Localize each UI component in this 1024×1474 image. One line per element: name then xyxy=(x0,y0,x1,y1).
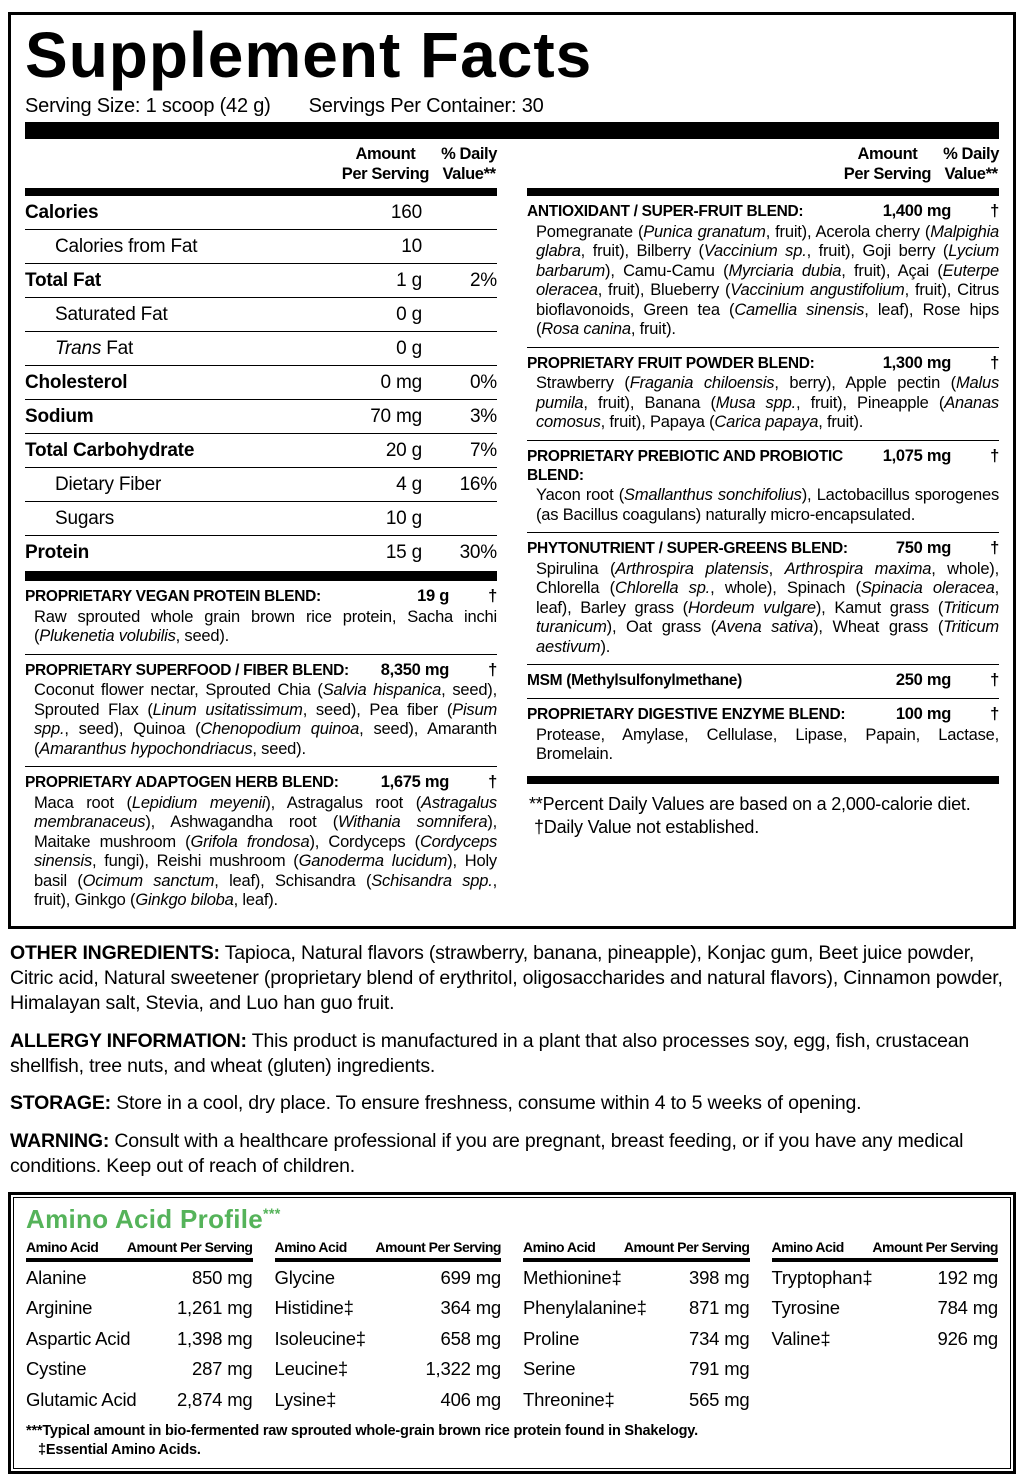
amino-acid-name: Serine xyxy=(523,1358,576,1380)
column-divider-bar xyxy=(527,188,999,196)
amino-acid-amount: 1,398 mg xyxy=(176,1327,253,1349)
panel-title: Supplement Facts xyxy=(25,19,593,91)
nutrient-name: Saturated Fat xyxy=(55,304,168,326)
amino-acid-name: Alanine xyxy=(26,1266,87,1288)
amount-per-serving-header-label: Amount Per Serving xyxy=(375,1239,501,1256)
nutrient-daily-value: 30% xyxy=(459,542,497,564)
info-paragraph xyxy=(10,1029,1014,1079)
percent-daily-value-header: % Daily Value** xyxy=(943,145,999,183)
amino-acid-name: Tyrosine xyxy=(771,1297,840,1319)
paragraph-label: STORAGE: xyxy=(10,1092,111,1115)
amino-column-header xyxy=(26,1238,253,1262)
blend-ingredients: Strawberry (Fragania chiloensis, berry), Apple pectin (Malus pumila, fruit), Banana (Musa spp., fruit), Pineapple (Ananas comosus, fruit), Papaya (Carica papaya, fruit). xyxy=(536,374,999,432)
servings-per-container-text: Servings Per Container: 30 xyxy=(308,95,544,118)
dagger-footnote: †Daily Value not established. xyxy=(534,816,760,837)
nutrient-amount: 10 g xyxy=(385,508,422,530)
nutrient-name: Dietary Fiber xyxy=(55,474,162,496)
amino-row xyxy=(275,1293,502,1324)
amount-per-serving-header: Amount Per Serving xyxy=(843,145,932,183)
amino-acid-amount: 192 mg xyxy=(937,1266,998,1288)
amino-acid-amount: 734 mg xyxy=(688,1327,750,1349)
protein-divider-bar xyxy=(25,571,497,581)
blend-amount: 1,675 mg xyxy=(380,773,449,792)
paragraph-label: ALLERGY INFORMATION: xyxy=(10,1029,247,1052)
amino-acid-amount: 287 mg xyxy=(191,1358,253,1380)
amino-rows xyxy=(26,1262,253,1415)
blend-amount: 1,400 mg xyxy=(882,202,951,221)
left-column-header xyxy=(25,139,497,188)
amino-row xyxy=(523,1384,750,1415)
paragraph-label: OTHER INGREDIENTS: xyxy=(10,941,220,964)
amino-rows xyxy=(275,1262,502,1415)
blend-name: PROPRIETARY SUPERFOOD / FIBER BLEND: xyxy=(25,661,349,679)
nutrient-daily-value: 0% xyxy=(469,372,497,394)
blend-name: PROPRIETARY VEGAN PROTEIN BLEND: xyxy=(25,588,321,606)
blend-dagger: † xyxy=(990,671,999,690)
info-paragraph xyxy=(10,941,1014,1016)
blend-row xyxy=(527,196,999,346)
nutrient-daily-value: 16% xyxy=(459,474,497,496)
blend-header xyxy=(25,586,497,607)
blend-row xyxy=(527,664,999,698)
paragraph-text: Tapioca, Natural flavors (strawberry, banana, pineapple), Konjac gum, Beet juice powder, Citric acid, Natural sweetener (proprietary blend of erythritol, oligosaccharides and natural flavors), Cinnamon powder, Himalayan salt, Stevia, and Luo han guo fruit. xyxy=(10,941,1003,1014)
blend-dagger: † xyxy=(990,202,999,221)
blend-dagger: † xyxy=(488,660,497,679)
nutrition-row xyxy=(25,501,497,535)
amino-acid-name: Lysine‡ xyxy=(274,1388,337,1410)
serving-size-text: Serving Size: 1 scoop (42 g) xyxy=(25,95,271,118)
amino-acid-amount: 784 mg xyxy=(937,1297,998,1319)
nutrient-daily-value: 7% xyxy=(469,440,497,462)
blend-name: PROPRIETARY FRUIT POWDER BLEND: xyxy=(527,354,815,372)
amino-acid-header-label: Amino Acid xyxy=(274,1239,347,1256)
nutrition-row xyxy=(25,196,497,229)
amino-acid-amount: 398 mg xyxy=(688,1266,750,1288)
amino-rows xyxy=(523,1262,750,1415)
amino-column-header xyxy=(772,1238,999,1262)
amino-acid-name: Valine‡ xyxy=(771,1327,831,1349)
amino-row xyxy=(275,1323,502,1354)
blend-dagger: † xyxy=(488,587,497,606)
paragraph-text: This product is manufactured in a plant that also processes soy, egg, fish, crustacean shellfish, tree nuts, and wheat (gluten) ingredients. xyxy=(10,1029,970,1077)
amino-column-4 xyxy=(772,1238,999,1415)
blend-row xyxy=(527,532,999,664)
blend-amount: 8,350 mg xyxy=(380,660,449,679)
amino-acid-amount: 699 mg xyxy=(440,1266,501,1288)
blend-name: MSM (Methylsulfonylmethane) xyxy=(527,672,742,690)
paragraph-text: Consult with a healthcare professional if you are pregnant, breast feeding, or if you have any medical conditions. Keep out of reach of children. xyxy=(10,1130,964,1178)
blend-row xyxy=(25,766,497,917)
blend-dagger: † xyxy=(990,353,999,372)
info-paragraph xyxy=(10,1091,1014,1116)
amino-acid-profile-box xyxy=(8,1192,1016,1473)
supplement-facts-panel xyxy=(8,12,1016,929)
blend-row xyxy=(527,440,999,533)
column-divider-bar xyxy=(25,188,497,196)
amino-acid-name: Phenylalanine‡ xyxy=(523,1297,647,1319)
blend-amount: 250 mg xyxy=(895,671,951,690)
amino-acid-name: Glutamic Acid xyxy=(26,1388,137,1410)
amino-row xyxy=(275,1384,502,1415)
blend-header xyxy=(527,353,999,374)
blend-name: PROPRIETARY PREBIOTIC AND PROBIOTIC BLEND: xyxy=(527,447,843,485)
header-divider-bar xyxy=(25,122,999,139)
serving-info xyxy=(25,95,999,118)
blend-amount: 750 mg xyxy=(895,539,951,558)
daily-value-footnotes xyxy=(527,784,999,840)
blend-dagger: † xyxy=(488,773,497,792)
amino-column-1 xyxy=(26,1238,253,1415)
amino-acid-amount: 2,874 mg xyxy=(176,1388,253,1410)
blend-header xyxy=(527,670,999,691)
amino-row xyxy=(275,1354,502,1385)
blend-ingredients: Maca root (Lepidium meyenii), Astragalus root (Astragalus membranaceus), Ashwagandha root (Withania somnifera), Maitake mushroom (Grifola frondosa), Cordyceps (Cordyceps sinensis, fungi), Reishi mushroom (Ganoderma lucidum), Holy basil (Ocimum sanctum, leaf), Schisandra (Schisandra spp., fruit), Ginkgo (Ginkgo biloba, leaf). xyxy=(34,793,498,910)
blend-header xyxy=(25,660,497,681)
nutrient-amount: 10 xyxy=(401,236,422,258)
blend-name: ANTIOXIDANT / SUPER-FRUIT BLEND: xyxy=(527,203,804,221)
info-section xyxy=(10,941,1014,1180)
amino-acid-name: Cystine xyxy=(26,1358,87,1380)
amino-columns xyxy=(26,1238,998,1415)
amino-acid-header-label: Amino Acid xyxy=(26,1239,99,1256)
blend-ingredients: Raw sprouted whole grain brown rice protein, Sacha inchi (Plukenetia volubilis, seed). xyxy=(34,607,497,646)
blend-amount: 19 g xyxy=(417,587,449,606)
amino-acid-header-label: Amino Acid xyxy=(771,1239,844,1256)
amino-row xyxy=(523,1262,750,1293)
nutrition-row xyxy=(25,535,497,569)
amino-rows xyxy=(772,1262,999,1354)
amino-acid-amount: 871 mg xyxy=(688,1297,750,1319)
nutrient-amount: 160 xyxy=(390,202,422,224)
amino-footnotes xyxy=(26,1422,998,1460)
amino-acid-amount: 364 mg xyxy=(440,1297,501,1319)
facts-columns xyxy=(25,139,999,917)
blend-amount: 1,300 mg xyxy=(882,353,951,372)
amino-acid-name: Tryptophan‡ xyxy=(771,1266,873,1288)
amino-acid-name: Arginine xyxy=(26,1297,93,1319)
amino-row xyxy=(772,1323,999,1354)
amino-row xyxy=(275,1262,502,1293)
amino-acid-amount: 565 mg xyxy=(688,1388,750,1410)
amino-row xyxy=(523,1354,750,1385)
nutrient-name: Protein xyxy=(25,542,90,564)
blends-column xyxy=(527,139,999,917)
percent-daily-value-header: % Daily Value** xyxy=(441,145,497,183)
amount-per-serving-header: Amount Per Serving xyxy=(341,145,430,183)
amino-acid-name: Glycine xyxy=(274,1266,335,1288)
nutrient-name: Calories xyxy=(25,202,99,224)
nutrient-amount: 0 g xyxy=(396,304,422,326)
nutrient-amount: 1 g xyxy=(396,270,422,292)
amino-footnote-essential: ‡Essential Amino Acids. xyxy=(38,1441,201,1458)
footnote-divider-bar xyxy=(527,776,999,784)
amino-row xyxy=(772,1293,999,1324)
amino-acid-name: Methionine‡ xyxy=(523,1266,622,1288)
blend-header xyxy=(527,538,999,559)
blend-header xyxy=(527,201,999,222)
amino-acid-amount: 926 mg xyxy=(937,1327,998,1349)
amino-footnote-typical: ***Typical amount in bio-fermented raw sprouted whole-grain brown rice protein found in Shakelogy. xyxy=(26,1422,698,1439)
nutrition-row xyxy=(25,263,497,297)
amount-per-serving-header-label: Amount Per Serving xyxy=(126,1239,253,1256)
nutrient-name: Total Carbohydrate xyxy=(25,440,195,462)
blend-name: PROPRIETARY ADAPTOGEN HERB BLEND: xyxy=(25,774,339,792)
blend-ingredients: Pomegranate (Punica granatum, fruit), Acerola cherry (Malpighia glabra, fruit), Bilberry (Vaccinium sp., fruit), Goji berry (Lycium barbarum), Camu-Camu (Myrciaria dubia, fruit), Açai (Euterpe oleracea, fruit), Blueberry (Vaccinium angustifolium, fruit), Citrus bioflavonoids, Green tea (Camellia sinensis, leaf), Rose hips (Rosa canina, fruit). xyxy=(536,222,1000,339)
amino-acid-amount: 850 mg xyxy=(191,1266,253,1288)
amino-acid-name: Leucine‡ xyxy=(274,1358,348,1380)
blend-dagger: † xyxy=(990,539,999,558)
blend-ingredients: Protease, Amylase, Cellulase, Lipase, Papain, Lactase, Bromelain. xyxy=(536,725,999,764)
amino-row xyxy=(523,1323,750,1354)
amount-per-serving-header-label: Amount Per Serving xyxy=(623,1239,750,1256)
blend-ingredients: Spirulina (Arthrospira platensis, Arthrospira maxima, whole), Chlorella (Chlorella sp., whole), Spinach (Spinacia oleracea, leaf), Barley grass (Hordeum vulgare), Kamut grass (Triticum turanicum), Oat grass (Avena sativa), Wheat grass (Triticum aestivum). xyxy=(536,559,999,656)
nutrient-daily-value: 2% xyxy=(469,270,497,292)
nutrient-amount: 0 mg xyxy=(380,372,422,394)
nutrient-amount: 4 g xyxy=(396,474,422,496)
amino-row xyxy=(772,1262,999,1293)
amino-acid-name: Threonine‡ xyxy=(523,1388,615,1410)
blend-dagger: † xyxy=(990,704,999,723)
blend-name: PHYTONUTRIENT / SUPER-GREENS BLEND: xyxy=(527,540,848,558)
blend-header xyxy=(25,772,497,793)
amino-row xyxy=(523,1293,750,1324)
blend-row xyxy=(25,654,497,767)
amino-acid-amount: 658 mg xyxy=(440,1327,501,1349)
nutrient-amount: 15 g xyxy=(385,542,422,564)
amino-row xyxy=(26,1293,253,1324)
nutrient-name: Calories from Fat xyxy=(55,236,198,258)
nutrient-name: Cholesterol xyxy=(25,372,128,394)
info-paragraph xyxy=(10,1129,1014,1179)
amino-row xyxy=(26,1323,253,1354)
paragraph-text: Store in a cool, dry place. To ensure freshness, consume within 4 to 5 weeks of opening. xyxy=(116,1092,862,1115)
amino-title-asterisks: *** xyxy=(263,1206,281,1223)
amino-column-header xyxy=(275,1238,502,1262)
percent-dv-footnote: **Percent Daily Values are based on a 2,000-calorie diet. xyxy=(529,793,971,814)
nutrient-daily-value: 3% xyxy=(469,406,497,428)
amino-acid-amount: 406 mg xyxy=(440,1388,501,1410)
amino-column-3 xyxy=(523,1238,750,1415)
blend-ingredients: Coconut flower nectar, Sprouted Chia (Salvia hispanica, seed), Sprouted Flax (Linum usitatissimum, seed), Pea fiber (Pisum spp., seed), Quinoa (Chenopodium quinoa, seed), Amaranth (Amaranthus hypochondriacus, seed). xyxy=(34,681,498,758)
nutrient-amount: 0 g xyxy=(396,338,422,360)
right-column-header xyxy=(527,139,999,188)
amino-acid-header-label: Amino Acid xyxy=(523,1239,596,1256)
nutrition-row xyxy=(25,399,497,433)
right-blend-list xyxy=(527,196,999,771)
nutrition-row xyxy=(25,331,497,365)
blend-header xyxy=(527,704,999,725)
nutrition-table xyxy=(25,196,497,569)
amino-acid-amount: 791 mg xyxy=(688,1358,750,1380)
amino-acid-amount: 1,261 mg xyxy=(176,1297,253,1319)
amino-acid-name: Histidine‡ xyxy=(274,1297,354,1319)
left-blend-list xyxy=(25,581,497,918)
amino-row xyxy=(26,1262,253,1293)
blend-ingredients: Yacon root (Smallanthus sonchifolius), Lactobacillus sporogenes (as Bacillus coagulans) naturally micro-encapsulated. xyxy=(536,486,1000,524)
amino-column-header xyxy=(523,1238,750,1262)
paragraph-label: WARNING: xyxy=(10,1130,110,1153)
nutrition-row xyxy=(25,297,497,331)
amount-per-serving-header-label: Amount Per Serving xyxy=(872,1239,998,1256)
blend-row xyxy=(25,581,497,654)
blend-header xyxy=(527,446,999,486)
amino-acid-name: Aspartic Acid xyxy=(26,1327,131,1349)
nutrition-row xyxy=(25,433,497,467)
blend-row xyxy=(527,698,999,772)
blend-amount: 1,075 mg xyxy=(882,446,951,465)
amino-acid-amount: 1,322 mg xyxy=(425,1358,501,1380)
amino-acid-name: Proline xyxy=(523,1327,580,1349)
amino-row xyxy=(26,1354,253,1385)
nutrient-amount: 70 mg xyxy=(370,406,422,428)
amino-row xyxy=(26,1384,253,1415)
nutrient-name: Trans Fat xyxy=(55,338,134,360)
nutrient-name: Total Fat xyxy=(25,270,101,292)
amino-column-2 xyxy=(275,1238,502,1415)
amino-profile-title: Amino Acid Profile*** xyxy=(26,1204,281,1235)
blend-row xyxy=(527,347,999,440)
nutrient-name: Sugars xyxy=(55,508,115,530)
nutrient-amount: 20 g xyxy=(385,440,422,462)
nutrition-row xyxy=(25,365,497,399)
blend-amount: 100 mg xyxy=(895,704,951,723)
nutrition-row xyxy=(25,467,497,501)
nutrient-name: Sodium xyxy=(25,406,94,428)
nutrition-row xyxy=(25,229,497,263)
blend-name: PROPRIETARY DIGESTIVE ENZYME BLEND: xyxy=(527,705,846,723)
amino-acid-name: Isoleucine‡ xyxy=(274,1327,366,1349)
nutrition-column xyxy=(25,139,497,917)
amino-acid-profile-inner xyxy=(13,1197,1011,1468)
blend-dagger: † xyxy=(990,446,999,465)
